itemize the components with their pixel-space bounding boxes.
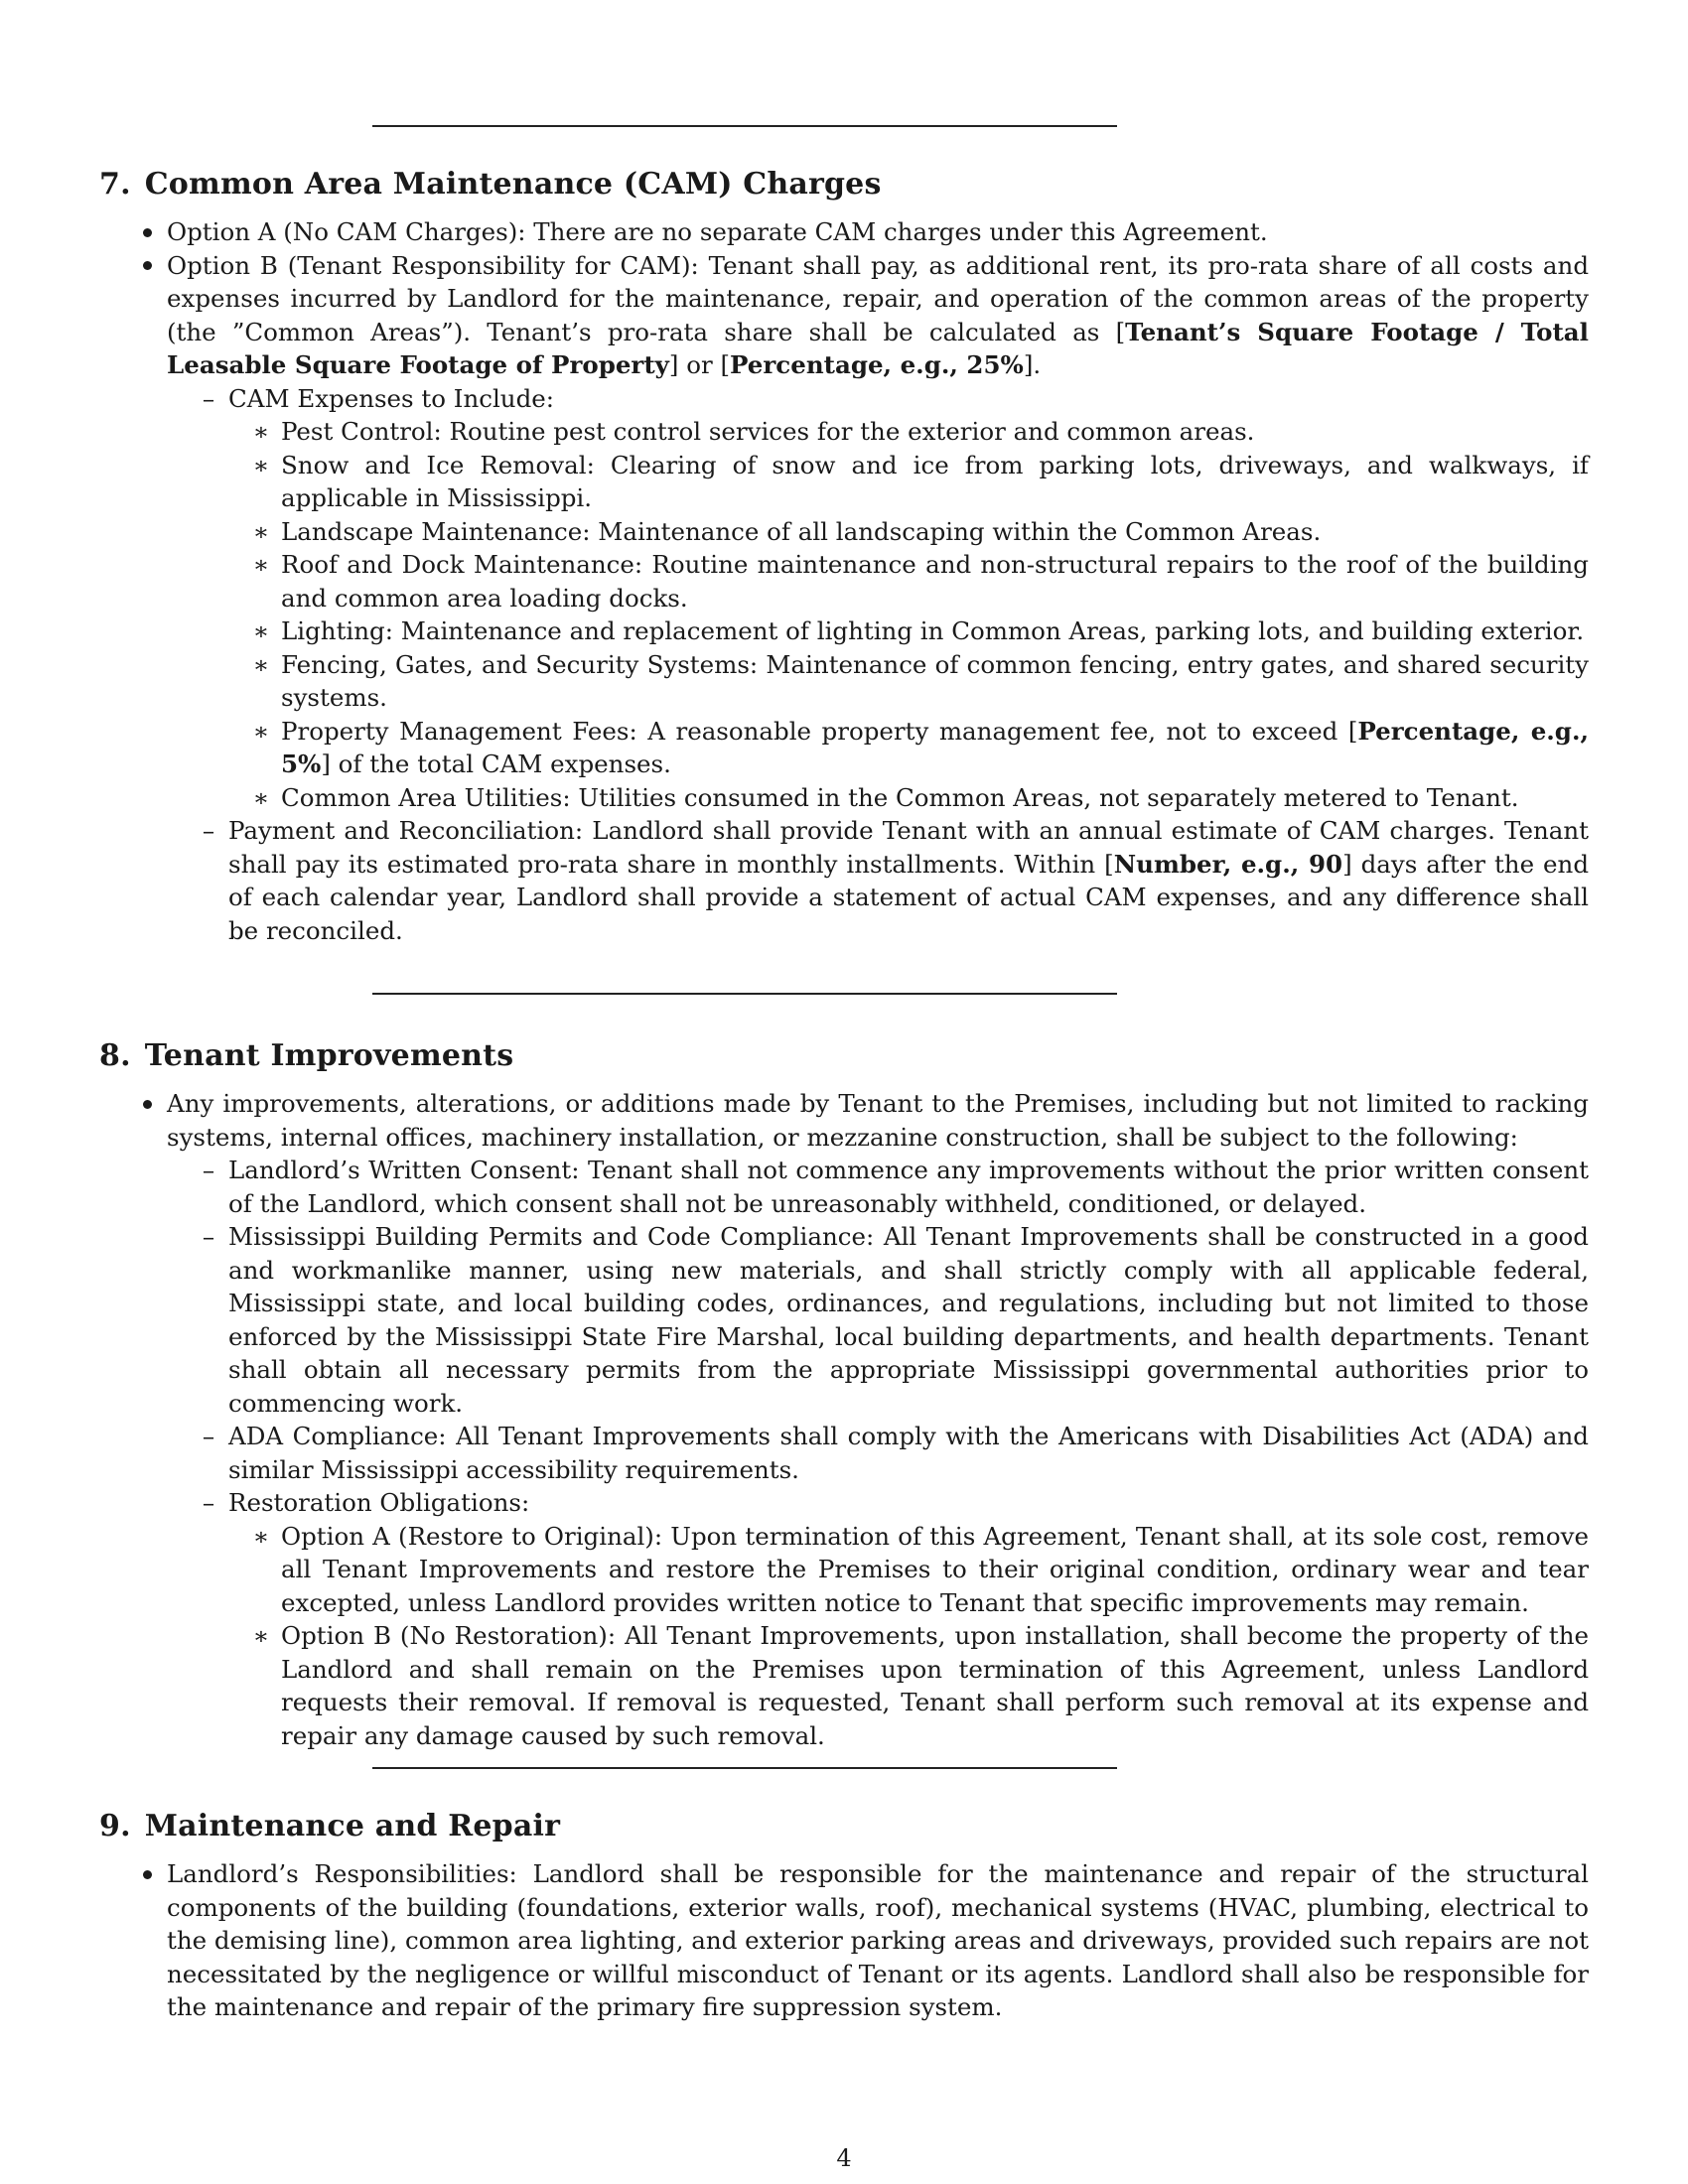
asterisk-marker: ∗: [252, 1621, 270, 1650]
section-heading: 9. Maintenance and Repair: [99, 1809, 561, 1843]
asterisk-marker: ∗: [252, 516, 270, 546]
list-item: – Landlord’s Written Consent: Tenant shall not commence any improvements without the prior written consent of the Landlord, which consent shall not be unreasonably withheld, conditioned, or delayed.: [99, 1154, 1589, 1220]
bullet-icon: [135, 1087, 159, 1121]
section-8: [99, 1038, 1589, 1752]
bullet-icon: [135, 249, 159, 283]
asterisk-marker: ∗: [252, 450, 270, 479]
list-item: ∗ Lighting: Maintenance and replacement of lighting in Common Areas, parking lots, and building exterior.: [99, 614, 1589, 648]
section-divider: [372, 125, 1117, 127]
section-9: [99, 1809, 1589, 2024]
section-heading: 7. Common Area Maintenance (CAM) Charges: [99, 167, 882, 202]
asterisk-marker: ∗: [252, 616, 270, 645]
list-item: ∗ Common Area Utilities: Utilities consumed in the Common Areas, not separately metered to Tenant.: [99, 781, 1589, 815]
page-number: 4: [836, 2144, 852, 2172]
list-item: – Mississippi Building Permits and Code Compliance: All Tenant Improvements shall be constructed in a good and workmanlike manner, using new materials, and shall strictly comply with all applicable federal, Mississippi state, and local building codes, ordinances, and regulations, including but not limited to those enforced by the Mississippi State Fire Marshal, local building departments, and health departments. Tenant shall obtain all necessary permits from the appropriate Mississippi governmental authorities prior to commencing work.: [99, 1220, 1589, 1420]
section-divider: [372, 993, 1117, 995]
list-item: ∗ Landscape Maintenance: Maintenance of all landscaping within the Common Areas.: [99, 515, 1589, 549]
list-item: Any improvements, alterations, or additions made by Tenant to the Premises, including but not limited to racking systems, internal offices, machinery installation, or mezzanine construction, shall be subject to the following:: [99, 1087, 1589, 1154]
list-item: – CAM Expenses to Include:: [99, 382, 1589, 416]
dash-marker: –: [202, 1222, 215, 1251]
list-item: ∗ Property Management Fees: A reasonable property management fee, not to exceed [Percentage, e.g., 5%] of the total CAM expenses.: [99, 715, 1589, 781]
asterisk-marker: ∗: [252, 716, 270, 746]
dash-marker: –: [202, 383, 215, 413]
list-item: – Payment and Reconciliation: Landlord shall provide Tenant with an annual estimate of CAM charges. Tenant shall pay its estimated pro-rata share in monthly installments. Within [Number, e.g., 90] days after the end of each calendar year, Landlord shall provide a statement of actual CAM expenses, and any difference shall be reconciled.: [99, 814, 1589, 947]
dash-marker: –: [202, 1488, 215, 1517]
list-item: ∗ Option B (No Restoration): All Tenant Improvements, upon installation, shall become the property of the Landlord and shall remain on the Premises upon termination of this Agreement, unless Landlord requests their removal. If removal is requested, Tenant shall perform such removal at its expense and repair any damage caused by such removal.: [99, 1619, 1589, 1752]
list-item: Option A (No CAM Charges): There are no separate CAM charges under this Agreement.: [99, 215, 1589, 249]
list-item: ∗ Fencing, Gates, and Security Systems: Maintenance of common fencing, entry gates, and shared security systems.: [99, 648, 1589, 715]
dash-marker: –: [202, 1156, 215, 1184]
dash-marker: –: [202, 816, 215, 845]
bullet-icon: [135, 215, 159, 249]
list-item: ∗ Roof and Dock Maintenance: Routine maintenance and non-structural repairs to the roof of the building and common area loading docks.: [99, 548, 1589, 614]
list-item: Option B (Tenant Responsibility for CAM): Tenant shall pay, as additional rent, its pro-rata share of all costs and expenses incurred by Landlord for the maintenance, repair, and operation of the common areas of the property (the ”Common Areas”). Tenant’s pro-rata share shall be calculated as [Tenant’s Square Footage / Total Leasable Square Footage of Property] or [Percentage, e.g., 25%].: [99, 249, 1589, 382]
list-item: Landlord’s Responsibilities: Landlord shall be responsible for the maintenance and repair of the structural components of the building (foundations, exterior walls, roof), mechanical systems (HVAC, plumbing, electrical to the demising line), common area lighting, and exterior parking areas and driveways, provided such repairs are not necessitated by the negligence or willful misconduct of Tenant or its agents. Landlord shall also be responsible for the maintenance and repair of the primary fire suppression system.: [99, 1857, 1589, 2024]
list-item: ∗ Option A (Restore to Original): Upon termination of this Agreement, Tenant shall, at its sole cost, remove all Tenant Improvements and restore the Premises to their original condition, ordinary wear and tear excepted, unless Landlord provides written notice to Tenant that specific improvements may remain.: [99, 1520, 1589, 1620]
list-item: – Restoration Obligations:: [99, 1486, 1589, 1520]
list-item: ∗ Pest Control: Routine pest control services for the exterior and common areas.: [99, 415, 1589, 449]
asterisk-marker: ∗: [252, 550, 270, 579]
asterisk-marker: ∗: [252, 649, 270, 679]
list-item: – ADA Compliance: All Tenant Improvements shall comply with the Americans with Disabilities Act (ADA) and similar Mississippi accessibility requirements.: [99, 1420, 1589, 1486]
section-heading: 8. Tenant Improvements: [99, 1038, 514, 1073]
asterisk-marker: ∗: [252, 417, 270, 446]
section-7: [99, 167, 1589, 947]
asterisk-marker: ∗: [252, 1521, 270, 1551]
asterisk-marker: ∗: [252, 782, 270, 812]
list-item: ∗ Snow and Ice Removal: Clearing of snow and ice from parking lots, driveways, and walkways, if applicable in Mississippi.: [99, 449, 1589, 515]
section-divider: [372, 1767, 1117, 1769]
bullet-icon: [135, 1857, 159, 1891]
dash-marker: –: [202, 1422, 215, 1450]
